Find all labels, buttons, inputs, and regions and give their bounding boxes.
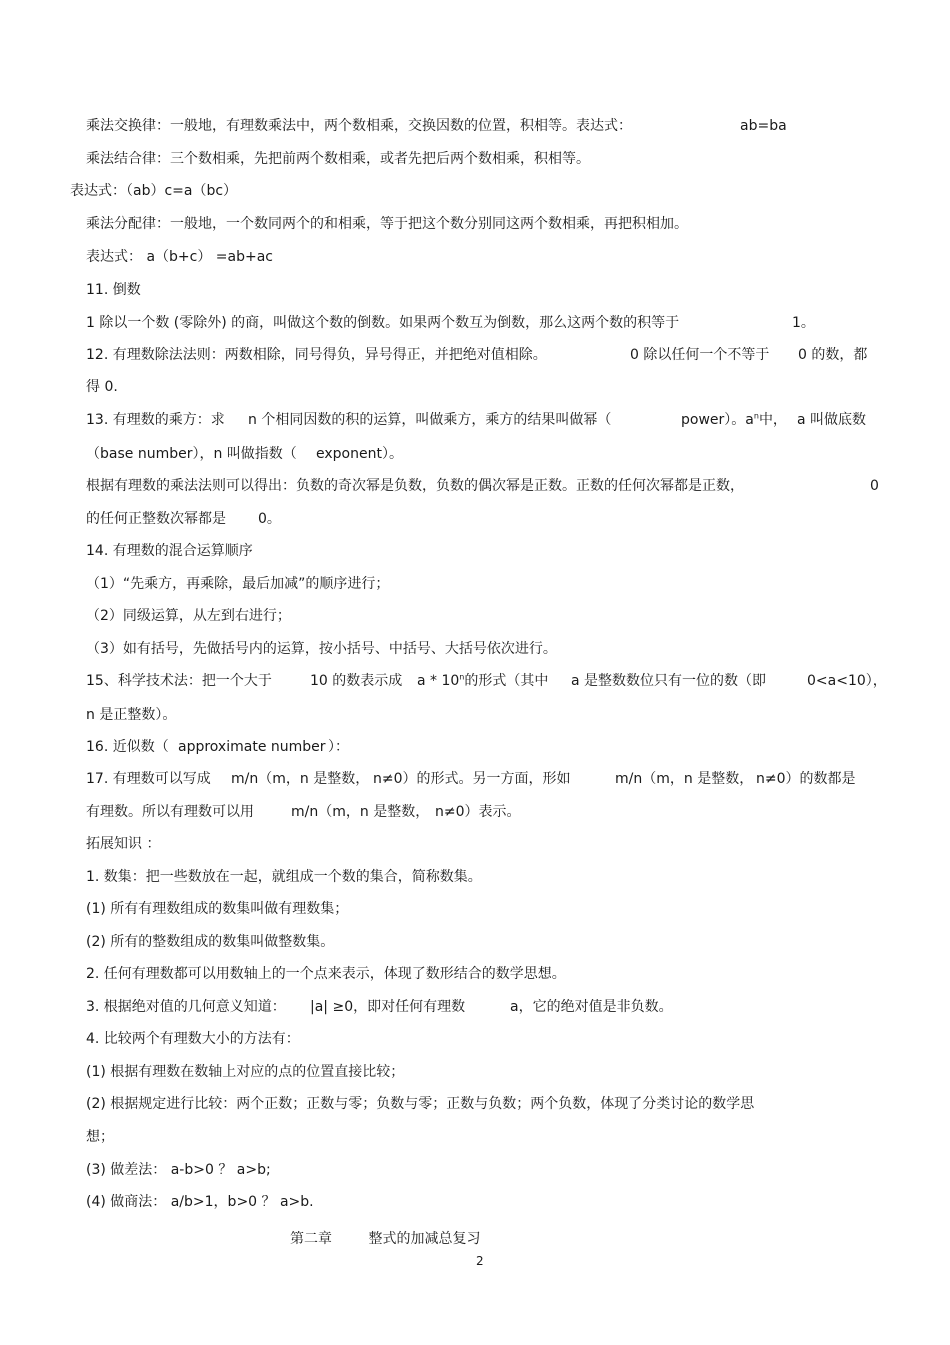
text-line: (4) 做商法： a/b>1，b>0 ？ a>b.: [86, 1194, 314, 1210]
text-segment: m/n（m，n 是整数，: [231, 771, 370, 787]
text-line: 表达式： a（b+c） =ab+ac: [86, 249, 273, 265]
text-segment: 13. 有理数的乘方：求: [86, 412, 225, 428]
text-line: 4. 比较两个有理数大小的方法有：: [86, 1031, 300, 1047]
text-line: (3) 做差法： a-b>0 ？ a>b;: [86, 1162, 271, 1178]
text-segment: 中，: [758, 412, 787, 428]
text-segment: approximate number: [178, 739, 326, 755]
text-segment: [417, 672, 548, 690]
text-segment: n 个相同因数的积的运算，叫做乘方，乘方的结果叫做幂（: [248, 412, 612, 428]
text-segment: a 叫做底数: [797, 412, 867, 428]
text-segment: 根据有理数的乘法法则可以得出：负数的奇次幂是负数，负数的偶次幂是正数。正数的任何次幂都是正数，: [86, 478, 744, 494]
formula: ab=ba: [740, 118, 787, 134]
text-segment: 12. 有理数除法法则：两数相除，同号得负，异号得正，并把绝对值相除。: [86, 347, 547, 363]
text-line: 想；: [86, 1129, 114, 1145]
section-heading: 11. 倒数: [86, 282, 141, 298]
text-line: （3）如有括号，先做括号内的运算，按小括号、中括号、大括号依次进行。: [86, 641, 557, 657]
text-segment: （base number），n 叫做指数（: [86, 446, 297, 462]
page-number: 2: [476, 1254, 484, 1268]
text-line: n 是正整数）。: [86, 707, 177, 723]
text-line: (2) 根据规定进行比较：两个正数；正数与零；负数与零；正数与负数；两个负数，体现了分类讨论的数学思: [86, 1096, 755, 1112]
text-segment: 乘法交换律：一般地，有理数乘法中，两个数相乘，交换因数的位置，积相等。表达式：: [86, 118, 632, 134]
text-segment: a，它的绝对值是非负数。: [510, 999, 673, 1015]
text-segment: power）。a: [681, 412, 754, 428]
text-segment: 16. 近似数（: [86, 739, 169, 755]
chapter-footer: [290, 1228, 480, 1248]
chapter-number: 第二章: [290, 1231, 332, 1247]
text-segment: 0 除以任何一个不等于: [630, 347, 770, 363]
text-segment: 0 的数，都: [798, 347, 868, 363]
text-segment: 1 除以一个数 (零除外) 的商，叫做这个数的倒数。如果两个数互为倒数，那么这两个数的积等于: [86, 315, 680, 331]
text-line: （1）“先乘方，再乘除，最后加减”的顺序进行；: [86, 576, 390, 592]
text-line: (2) 所有的整数组成的数集叫做整数集。: [86, 934, 335, 950]
text-segment: ）：: [328, 739, 349, 755]
text-line: (1) 所有有理数组成的数集叫做有理数集；: [86, 901, 349, 917]
text-segment: a 是整数数位只有一位的数（即: [571, 673, 767, 689]
text-segment: 3. 根据绝对值的几何意义知道：: [86, 999, 286, 1015]
text-line: 表达式：（ab）c=a（bc）: [70, 183, 238, 199]
text-segment: 17. 有理数可以写成: [86, 771, 211, 787]
text-segment: 有理数。所以有理数可以用: [86, 804, 254, 820]
text-segment: 0。: [258, 511, 281, 527]
text-segment: 1。: [792, 315, 815, 331]
text-segment: 10 的数表示成: [310, 673, 403, 689]
text-segment: 0: [870, 478, 879, 494]
text-segment: n≠0）的数都是: [756, 771, 856, 787]
text-segment: [681, 411, 787, 429]
section-heading: 拓展知识 ：: [86, 836, 161, 852]
text-line: (1) 根据有理数在数轴上对应的点的位置直接比较；: [86, 1064, 405, 1080]
text-segment: m/n（m，n 是整数，: [615, 771, 754, 787]
text-line: 乘法结合律：三个数相乘，先把前两个数相乘，或者先把后两个数相乘，积相等。: [86, 151, 590, 167]
text-line: 乘法分配律：一般地，一个数同两个的和相乘，等于把这个数分别同这两个数相乘，再把积相加。: [86, 216, 688, 232]
text-segment: exponent）。: [316, 446, 403, 462]
text-segment: n≠0）表示。: [435, 804, 521, 820]
text-segment: 的形式（其中: [464, 673, 549, 689]
text-line: 2. 任何有理数都可以用数轴上的一个点来表示，体现了数形结合的数学思想。: [86, 966, 566, 982]
text-segment: |a| ≥0，即对任何有理数: [310, 999, 466, 1015]
superscript: n: [753, 411, 759, 421]
text-segment: 的任何正整数次幂都是: [86, 511, 226, 527]
section-heading: 14. 有理数的混合运算顺序: [86, 543, 253, 559]
text-segment: n≠0）的形式。另一方面，形如: [373, 771, 571, 787]
text-line: （2）同级运算，从左到右进行；: [86, 608, 291, 624]
text-segment: m/n（m，n 是整数，: [291, 804, 430, 820]
text-segment: 15、科学技术法：把一个大于: [86, 673, 272, 689]
text-line: 1. 数集：把一些数放在一起，就组成一个数的集合，简称数集。: [86, 869, 482, 885]
superscript: n: [459, 672, 465, 682]
formula: a * 10: [417, 673, 460, 689]
text-segment: 0<a<10），: [807, 673, 887, 689]
chapter-title: 整式的加减总复习: [368, 1231, 481, 1247]
text-line: 得 0.: [86, 379, 118, 395]
